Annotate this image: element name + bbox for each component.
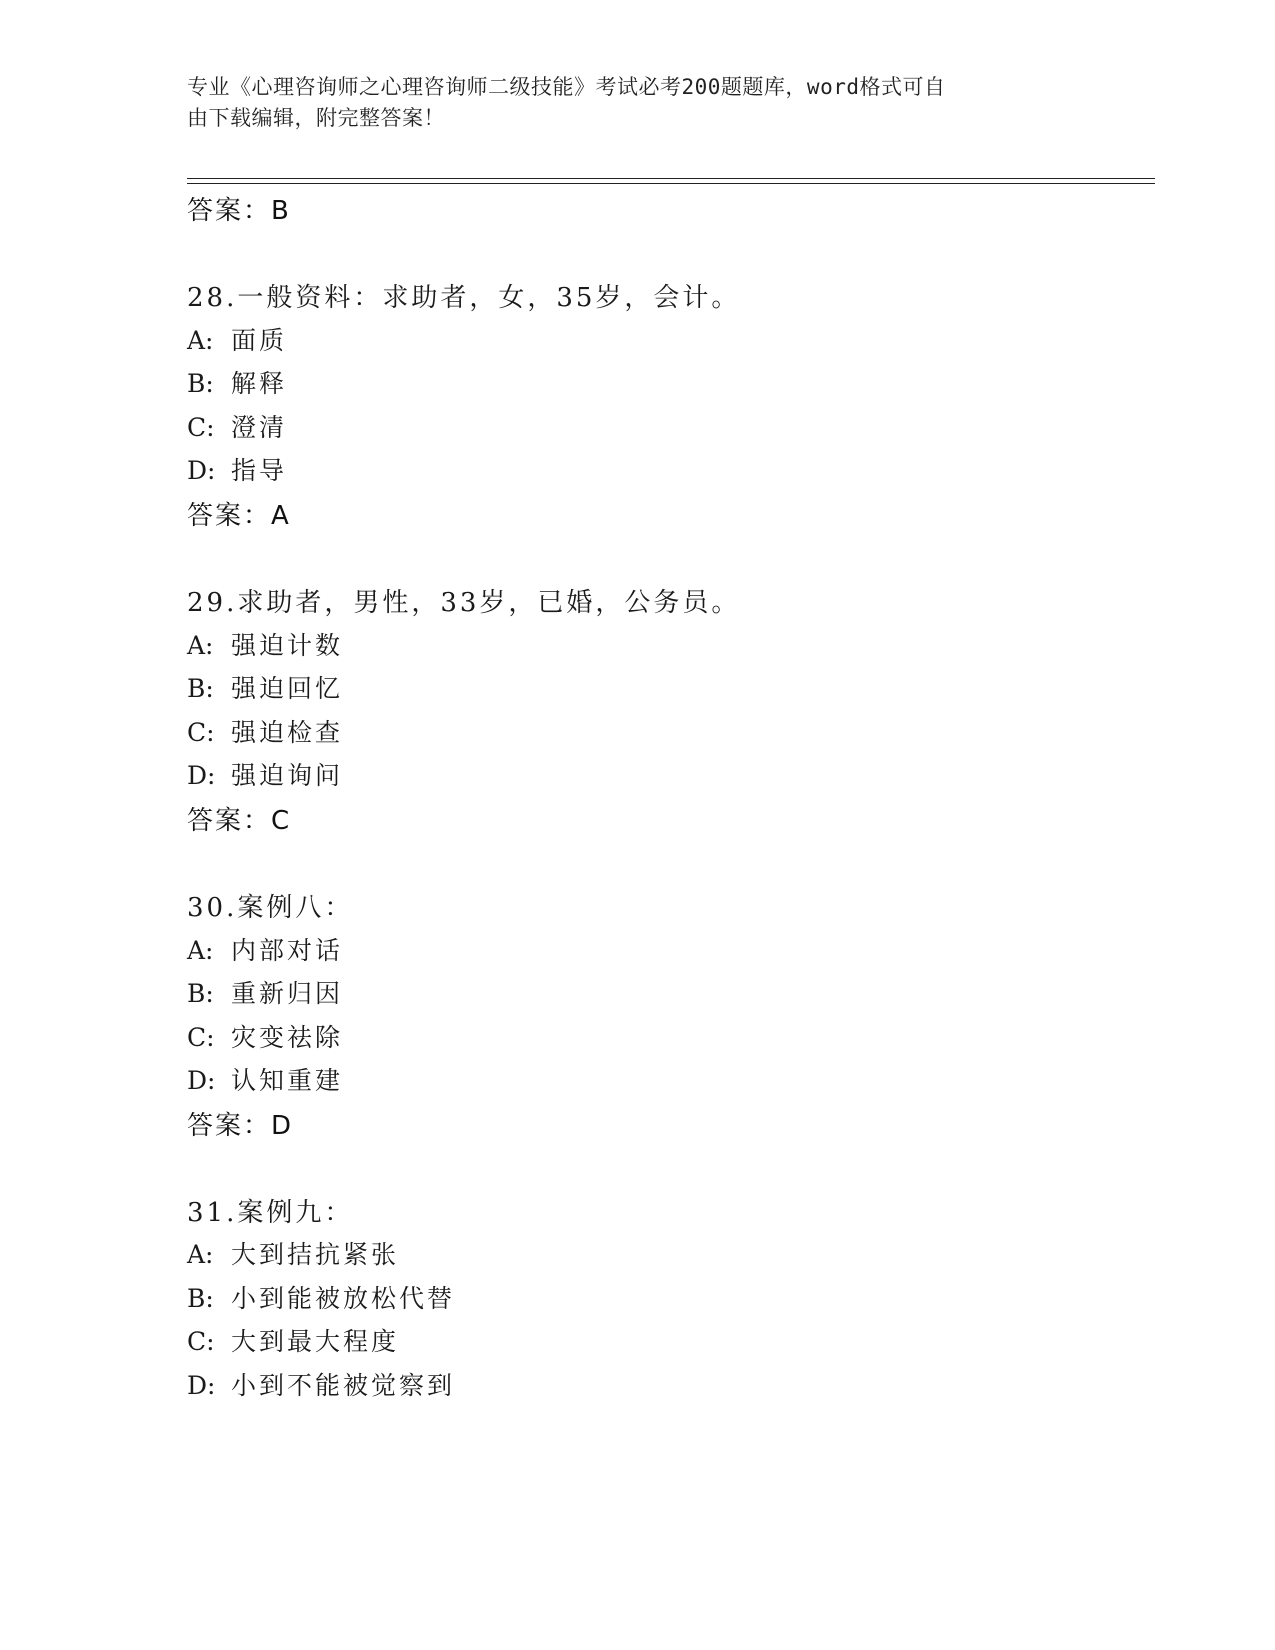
option-d <box>187 1366 455 1402</box>
option-text: 内部对话 <box>231 936 344 965</box>
option-d <box>187 756 343 792</box>
option-letter: A: <box>187 631 214 660</box>
option-letter: D: <box>187 1066 216 1095</box>
previous-answer: 答案：B <box>187 196 291 226</box>
option-c <box>187 1322 399 1358</box>
option-text: 指导 <box>231 456 288 485</box>
option-letter: C: <box>187 1023 215 1052</box>
option-text: 重新归因 <box>231 979 344 1008</box>
option-text: 大到最大程度 <box>231 1327 400 1356</box>
option-text: 面质 <box>231 326 288 355</box>
option-b <box>187 364 287 400</box>
header-divider-bottom <box>187 183 1155 184</box>
option-a <box>187 931 343 967</box>
header-divider-top <box>187 178 1155 179</box>
option-c <box>187 713 343 749</box>
option-text: 澄清 <box>231 413 288 442</box>
option-letter: D: <box>187 761 216 790</box>
option-a <box>187 1235 399 1271</box>
option-text: 强迫检查 <box>231 718 344 747</box>
option-letter: A: <box>187 936 214 965</box>
question-stem: 30.案例八： <box>187 893 354 923</box>
option-b <box>187 669 343 705</box>
option-letter: D: <box>187 1371 216 1400</box>
option-text: 强迫回忆 <box>231 674 344 703</box>
question-answer: 答案：C <box>187 806 292 836</box>
option-c <box>187 408 287 444</box>
option-letter: A: <box>187 1240 214 1269</box>
question-stem: 28.一般资料：求助者，女，35岁，会计。 <box>187 283 741 313</box>
option-a <box>187 626 343 662</box>
option-letter: A: <box>187 326 214 355</box>
question-stem: 31.案例九： <box>187 1198 354 1228</box>
option-letter: B: <box>187 369 214 398</box>
header-line-2: 由下载编辑，附完整答案！ <box>187 106 445 130</box>
option-b <box>187 974 343 1010</box>
option-letter: C: <box>187 413 215 442</box>
option-letter: B: <box>187 979 214 1008</box>
option-text: 解释 <box>231 369 288 398</box>
option-a <box>187 321 287 357</box>
option-text: 灾变祛除 <box>231 1023 344 1052</box>
option-letter: C: <box>187 718 215 747</box>
document-header <box>187 72 1067 134</box>
option-text: 强迫计数 <box>231 631 344 660</box>
option-letter: C: <box>187 1327 215 1356</box>
option-letter: D: <box>187 456 216 485</box>
option-d <box>187 451 287 487</box>
option-d <box>187 1061 343 1097</box>
option-c <box>187 1018 343 1054</box>
question-answer: 答案：D <box>187 1111 294 1141</box>
option-text: 大到拮抗紧张 <box>231 1240 400 1269</box>
option-text: 小到不能被觉察到 <box>231 1371 456 1400</box>
question-answer: 答案：A <box>187 501 291 531</box>
option-b <box>187 1279 455 1315</box>
header-line-1: 专业《心理咨询师之心理咨询师二级技能》考试必考200题题库，word格式可自 <box>187 75 946 99</box>
option-text: 小到能被放松代替 <box>231 1284 456 1313</box>
option-letter: B: <box>187 1284 214 1313</box>
option-letter: B: <box>187 674 214 703</box>
option-text: 强迫询问 <box>231 761 344 790</box>
question-stem: 29.求助者，男性，33岁，已婚，公务员。 <box>187 588 741 618</box>
option-text: 认知重建 <box>231 1066 344 1095</box>
